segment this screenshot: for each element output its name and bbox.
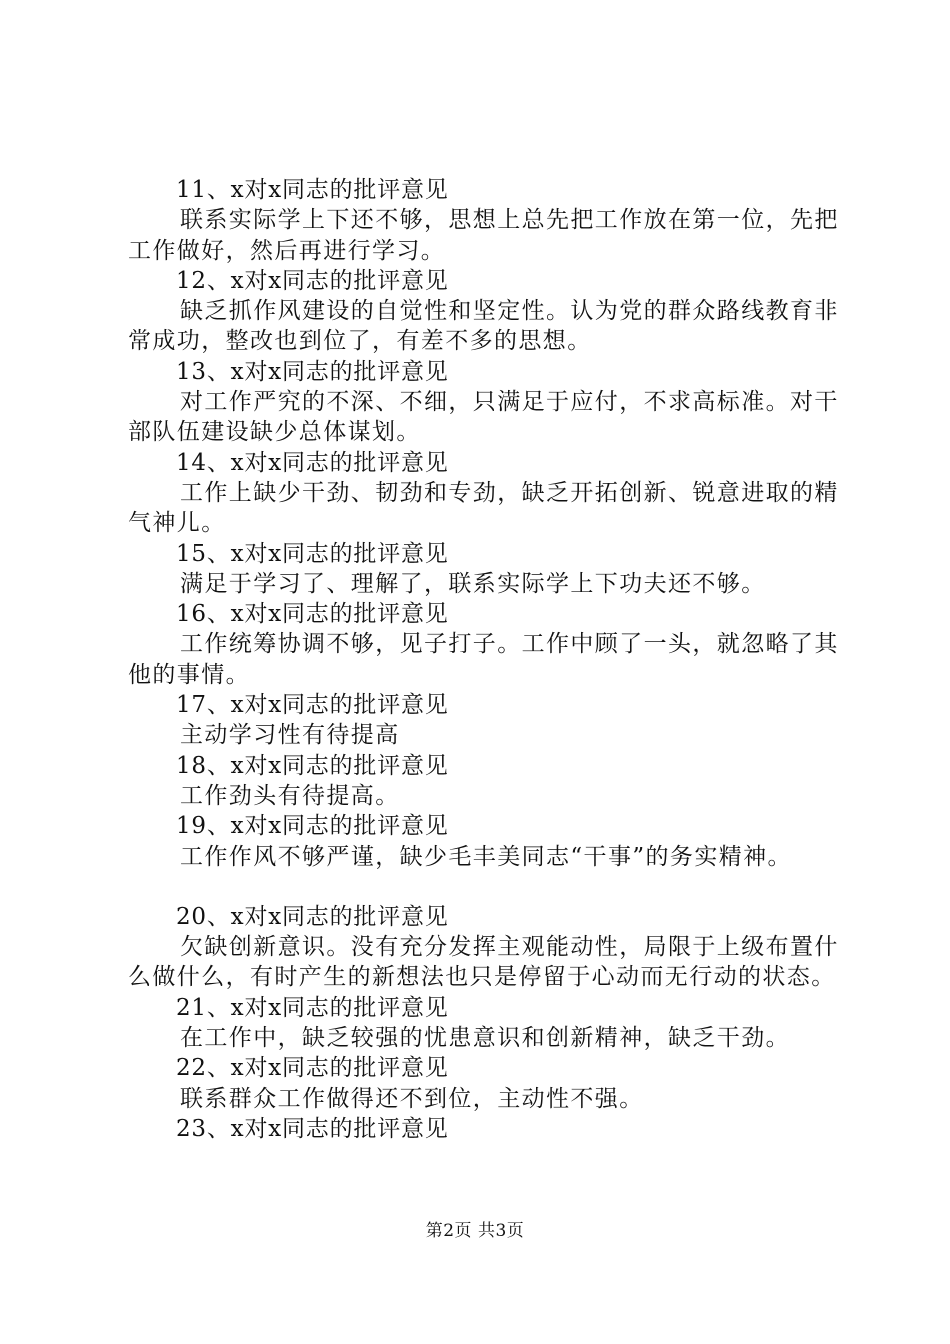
blank-line bbox=[128, 872, 840, 902]
item-body: 工作上缺少干劲、韧劲和专劲，缺乏开拓创新、锐意进取的精气神儿。 bbox=[128, 479, 839, 537]
item-body: 工作劲头有待提高。 bbox=[180, 782, 400, 809]
item-heading: 21、x对x同志的批评意见 bbox=[176, 994, 449, 1021]
item-heading: 22、x对x同志的批评意见 bbox=[176, 1055, 449, 1082]
item-heading: 15、x对x同志的批评意见 bbox=[176, 540, 449, 567]
document-body bbox=[128, 175, 840, 1144]
item-body: 工作作风不够严谨，缺少毛丰美同志“干事”的务实精神。 bbox=[180, 843, 792, 870]
item-body: 联系实际学上下还不够，思想上总先把工作放在第一位，先把工作做好，然后再进行学习。 bbox=[128, 207, 839, 264]
item-heading: 20、x对x同志的批评意见 bbox=[176, 903, 449, 930]
item-heading: 12、x对x同志的批评意见 bbox=[176, 267, 449, 294]
item-body: 缺乏抓作风建设的自觉性和坚定性。认为党的群众路线教育非常成功，整改也到位了，有差不多的思想。 bbox=[128, 298, 839, 355]
item-body: 满足于学习了、理解了，联系实际学上下功夫还不够。 bbox=[180, 570, 766, 597]
item-body: 欠缺创新意识。没有充分发挥主观能动性，局限于上级布置什么做什么，有时产生的新想法也只是停留于心动而无行动的状态。 bbox=[128, 934, 839, 991]
item-body: 对工作严究的不深、不细，只满足于应付，不求高标准。对干部队伍建设缺少总体谋划。 bbox=[128, 389, 839, 446]
item-body: 联系群众工作做得还不到位，主动性不强。 bbox=[180, 1085, 644, 1112]
item-heading: 13、x对x同志的批评意见 bbox=[176, 358, 449, 385]
item-heading: 19、x对x同志的批评意见 bbox=[176, 813, 449, 840]
item-heading: 11、x对x同志的批评意见 bbox=[176, 177, 449, 203]
item-heading: 17、x对x同志的批评意见 bbox=[176, 692, 449, 719]
item-heading: 14、x对x同志的批评意见 bbox=[176, 449, 449, 476]
item-body: 在工作中，缺乏较强的忧患意识和创新精神，缺乏干劲。 bbox=[180, 1025, 790, 1052]
item-heading: 18、x对x同志的批评意见 bbox=[176, 752, 449, 779]
item-heading: 16、x对x同志的批评意见 bbox=[176, 601, 449, 628]
item-body: 主动学习性有待提高 bbox=[180, 722, 400, 749]
item-heading: 23、x对x同志的批评意见 bbox=[176, 1115, 449, 1142]
item-body: 工作统筹协调不够，见子打子。工作中顾了一头，就忽略了其他的事情。 bbox=[128, 631, 839, 688]
page-footer: 第2页 共3页 bbox=[425, 1221, 525, 1241]
